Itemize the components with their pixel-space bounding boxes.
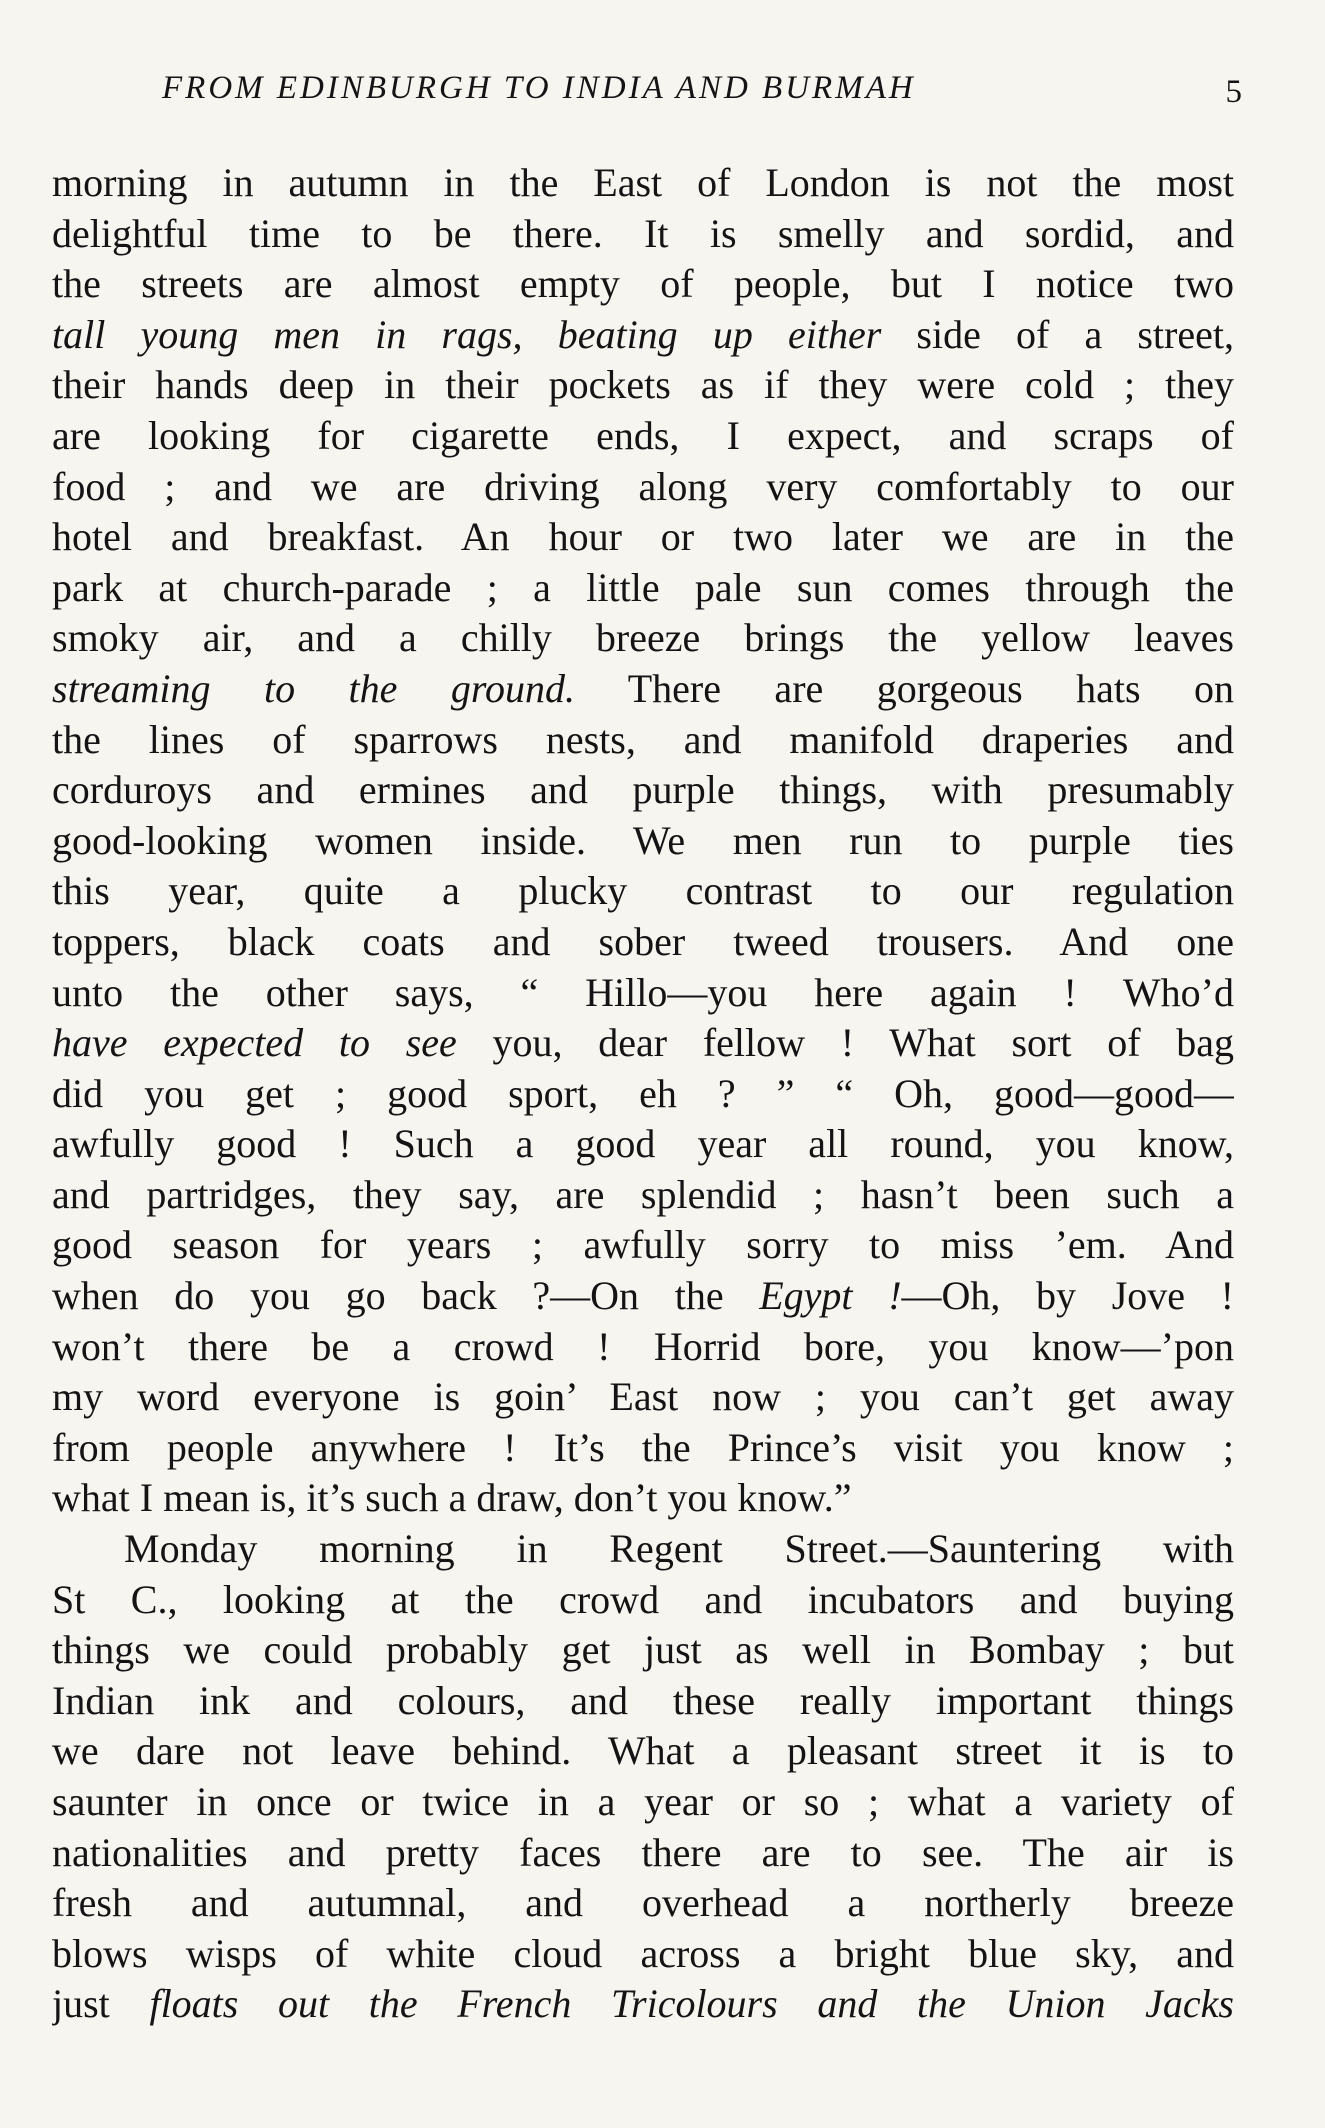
running-title: FROM EDINBURGH TO INDIA AND BURMAH: [162, 70, 916, 106]
text-line: the streets are almost empty of people, but I notice two: [52, 261, 1234, 307]
text-line: awfully good ! Such a good year all round, you know,: [52, 1121, 1234, 1167]
text-line: this year, quite a plucky contrast to our regulation: [52, 868, 1234, 914]
italic-run: floats out the French Tricolours and the Union Jacks: [109, 1981, 1234, 2027]
italic-run: tall young men in rags, beating up either: [52, 311, 882, 357]
text-run: There are gorgeous hats on: [574, 665, 1234, 711]
text-line: hotel and breakfast. An hour or two later we are in the: [52, 514, 1234, 560]
text-line: nationalities and pretty faces there are to see. The air is: [52, 1829, 1234, 1875]
text-run: when do you go back ?—On the: [52, 1273, 760, 1319]
text-line: won’t there be a crowd ! Horrid bore, you know—’pon: [52, 1323, 1234, 1369]
book-page: [52, 0, 1242, 2128]
text-line: delightful time to be there. It is smelly and sordid, and: [52, 210, 1234, 256]
text-line: their hands deep in their pockets as if they were cold ; they: [52, 362, 1234, 408]
text-line: the lines of sparrows nests, and manifold draperies and: [52, 716, 1234, 762]
text-line: morning in autumn in the East of London is not the most: [52, 160, 1234, 205]
text-line: good-looking women inside. We men run to purple ties: [52, 817, 1234, 863]
text-line: from people anywhere ! It’s the Prince’s visit you know ;: [52, 1424, 1234, 1470]
text-line: [52, 310, 1234, 361]
text-line: St C., looking at the crowd and incubators and buying: [52, 1576, 1234, 1622]
text-line: are looking for cigarette ends, I expect, and scraps of: [52, 412, 1234, 458]
text-line: toppers, black coats and sober tweed trousers. And one: [52, 918, 1234, 964]
text-line: food ; and we are driving along very comfortably to our: [52, 463, 1234, 509]
text-line: my word everyone is goin’ East now ; you can’t get away: [52, 1374, 1234, 1420]
text-line: good season for years ; awfully sorry to miss ’em. And: [52, 1222, 1234, 1268]
text-line: [52, 1271, 1234, 1322]
italic-run: Egypt !: [759, 1273, 902, 1319]
text-line: did you get ; good sport, eh ? ” “ Oh, good—good—: [52, 1070, 1234, 1116]
text-run: you, dear fellow ! What sort of bag: [456, 1020, 1234, 1066]
italic-run: have expected to see: [52, 1020, 457, 1066]
text-run: side of a street,: [881, 311, 1234, 357]
text-line: fresh and autumnal, and overhead a northerly breeze: [52, 1880, 1234, 1926]
text-line: smoky air, and a chilly breeze brings the yellow leaves: [52, 615, 1234, 661]
text-line: we dare not leave behind. What a pleasant street it is to: [52, 1728, 1234, 1774]
text-line: [52, 1018, 1234, 1069]
text-line: and partridges, they say, are splendid ; hasn’t been such a: [52, 1171, 1234, 1217]
text-line: park at church-parade ; a little pale sun comes through the: [52, 564, 1234, 610]
text-line: [52, 1979, 1234, 2030]
text-line: [52, 664, 1234, 715]
text-line: what I mean is, it’s such a draw, don’t you know.”: [52, 1475, 852, 1521]
body-text: [52, 158, 1234, 2030]
text-run: just: [52, 1981, 110, 2027]
text-line: Indian ink and colours, and these really important things: [52, 1677, 1234, 1723]
text-line: blows wisps of white cloud across a bright blue sky, and: [52, 1930, 1234, 1976]
running-head: [52, 70, 1242, 120]
text-line: unto the other says, “ Hillo—you here again ! Who’d: [52, 969, 1234, 1015]
text-line: things we could probably get just as well in Bombay ; but: [52, 1627, 1234, 1673]
text-run: —Oh, by Jove !: [901, 1273, 1234, 1319]
page-number: 5: [1225, 74, 1242, 110]
text-line: corduroys and ermines and purple things, with presumably: [52, 767, 1234, 813]
text-line: Monday morning in Regent Street.—Sauntering with: [124, 1526, 1234, 1572]
italic-run: streaming to the ground.: [52, 665, 575, 711]
text-line: saunter in once or twice in a year or so ; what a variety of: [52, 1779, 1234, 1824]
